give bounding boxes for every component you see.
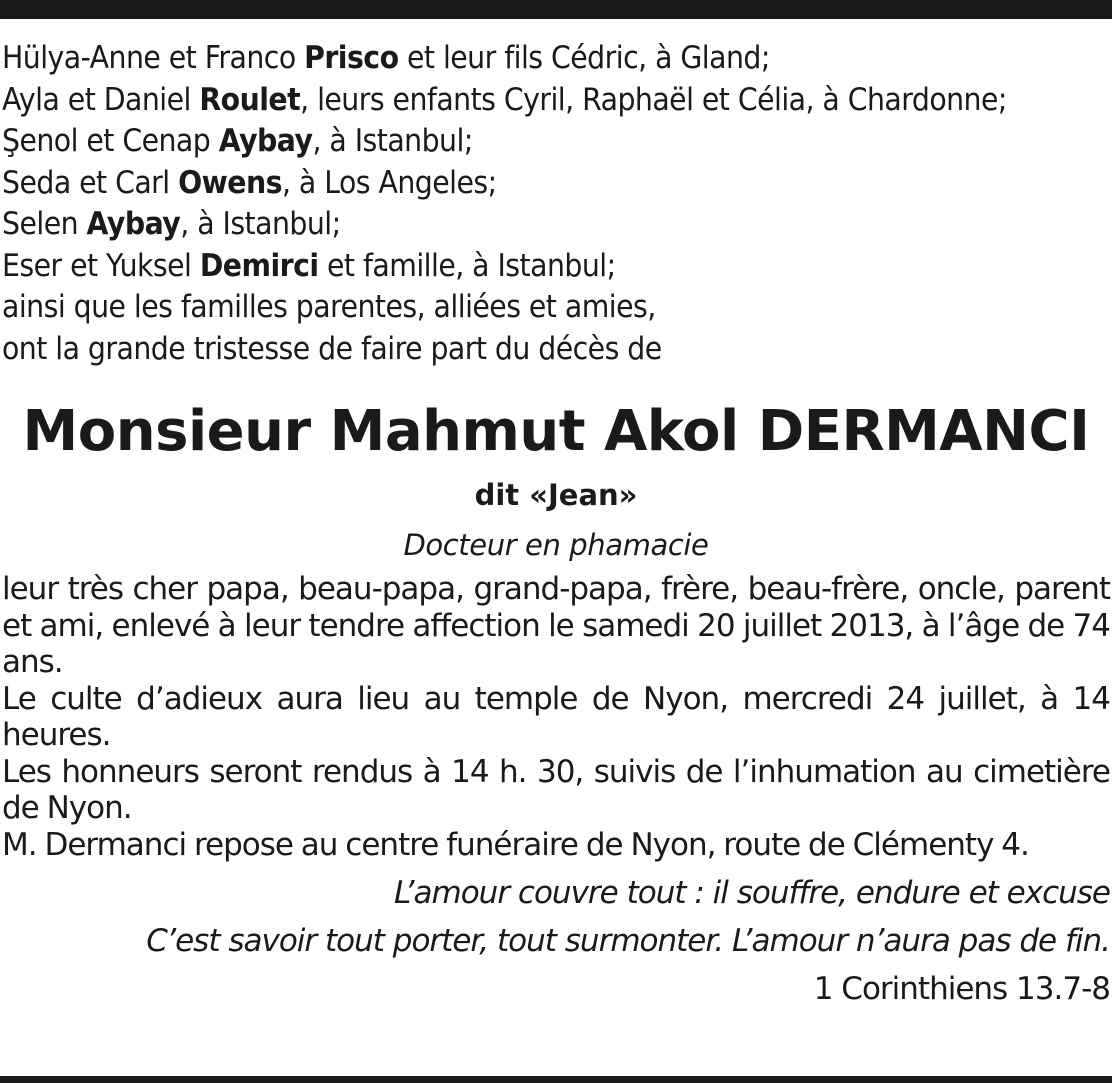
family-line: Ayla et Daniel Roulet, leurs enfants Cyril, Raphaël et Célia, à Chardonne; <box>2 81 1007 118</box>
family-surname: Demirci <box>199 247 319 284</box>
family-surname: Owens <box>178 164 282 201</box>
obituary-notice <box>2 38 1110 1013</box>
bottom-border-rule <box>0 1076 1112 1083</box>
family-line: Şenol et Cenap Aybay, à Istanbul; <box>2 123 473 159</box>
family-line: Selen Aybay, à Istanbul; <box>2 206 341 242</box>
family-surname: Aybay <box>218 123 313 159</box>
tribute-paragraph: leur très cher papa, beau-papa, grand-papa, frère, beau-frère, oncle, parent et ami, enlevé à leur tendre affection le samedi 20 juillet 2013, à l’âge de 74 ans. <box>2 571 1110 680</box>
service-paragraph: Le culte d’adieux aura lieu au temple de Nyon, mercredi 24 juillet, à 14 heures. <box>2 680 1110 753</box>
announcement-intro: ont la grande tristesse de faire part du décès de <box>2 330 662 367</box>
family-surname: Aybay <box>86 206 181 242</box>
family-line: Eser et Yuksel Demirci et famille, à Istanbul; <box>2 247 616 284</box>
deceased-nickname: dit «Jean» <box>474 478 638 512</box>
family-line: Hülya-Anne et Franco Prisco et leur fils Cédric, à Gland; <box>2 40 770 76</box>
notice-body <box>2 571 1110 863</box>
deceased-name: Monsieur Mahmut Akol DERMANCI <box>22 399 1090 464</box>
top-border-rule <box>0 0 1112 19</box>
scripture-quote-line: L’amour couvre tout : il souffre, endure et excuse <box>393 875 1110 911</box>
family-list <box>2 38 1110 370</box>
family-surname: Prisco <box>304 40 399 76</box>
deceased-profession: Docteur en phamacie <box>403 528 709 562</box>
family-surname: Roulet <box>199 81 301 118</box>
repose-paragraph: M. Dermanci repose au centre funéraire de Nyon, route de Clémenty 4. <box>2 826 1029 863</box>
scripture-quote-line: C’est savoir tout porter, tout surmonter. L’amour n’aura pas de fin. <box>146 923 1110 959</box>
family-line: Seda et Carl Owens, à Los Angeles; <box>2 164 497 201</box>
scripture-reference: 1 Corinthiens 13.7-8 <box>813 971 1110 1007</box>
family-line: ainsi que les familles parentes, alliées et amies, <box>2 289 656 325</box>
burial-paragraph: Les honneurs seront rendus à 14 h. 30, suivis de l’inhumation au cimetière de Nyon. <box>2 753 1110 826</box>
